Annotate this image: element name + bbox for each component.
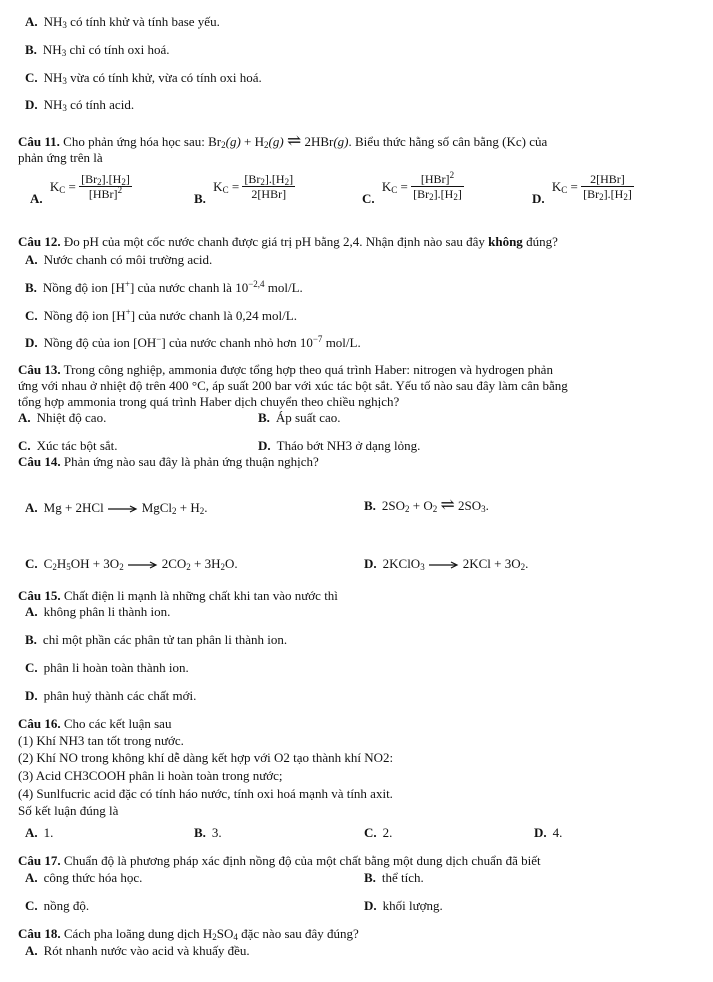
kc-fraction: $\frac{[Br_2].[H_2]}{[HBr]^2}$ [81, 172, 130, 201]
q15-option-a: A. không phân li thành ion. [25, 604, 171, 619]
q13-option-d: D. Tháo bớt NH3 ở dạng lỏng. [258, 438, 421, 453]
kc-symbol: $K_C$ = [49, 178, 76, 195]
kc-symbol: $K_C$ = [213, 178, 240, 195]
q14-stem: Câu 14. Phản ứng nào sau đây là phản ứng thuận nghịch? [18, 454, 319, 469]
q14-option-b: B. $2SO_2 + O_2$ ⇌ $2SO_3$. [364, 495, 489, 514]
q12-option-d: D. Nồng độ của ion [OH−] của nước chanh nhỏ hơn $10^{-7}$ mol/L. [25, 334, 361, 350]
kc-fraction: $\frac{\text{2[HBr]}}{[Br_2].[H_2]}$ [583, 172, 632, 202]
q16-statement-4: (4) Sunlfucric acid đặc có tính háo nước, tính oxi hoá mạnh và tính axit. [18, 786, 393, 801]
kc-symbol: $K_C$ = [551, 178, 578, 195]
q16-statement-3: (3) Acid CH3COOH phân li hoàn toàn trong nước; [18, 768, 283, 783]
q16-option-d: D. 4. [534, 825, 563, 840]
q12-option-b: B. Nồng độ ion [H+] của nước chanh là $10^{-2,4}$ mol/L. [25, 279, 303, 295]
q16-option-c: C. 2. [364, 825, 393, 840]
q16-statement-1: (1) Khí NH3 tan tốt trong nước. [18, 733, 184, 748]
q16-stem: Câu 16. Cho các kết luận sau [18, 716, 172, 731]
q17-option-d: D. khối lượng. [364, 898, 443, 913]
q16-statement-2: (2) Khí NO trong không khí dễ dàng kết hợp với O2 tạo thành khí NO2: [18, 750, 394, 765]
q15-option-b: B. chỉ một phần các phân tử tan phân li thành ion. [25, 632, 288, 647]
q10-option-b: B. $NH_3$ chỉ có tính oxi hoá. [25, 42, 170, 58]
q13-option-b: B. Áp suất cao. [258, 410, 341, 425]
q16-option-a: A. 1. [25, 825, 54, 840]
q12-stem: Câu 12. Đo pH của một cốc nước chanh được giá trị pH bằng 2,4. Nhận định nào sau đây không đúng? [18, 234, 558, 249]
q13-stem-line1: Câu 13. Trong công nghiệp, ammonia được tổng hợp theo quá trình Haber: nitrogen và hydrogen phản [18, 362, 553, 377]
q11-stem: Câu 11. Cho phản ứng hóa học sau: $Br_2(g) + H_2(g)$ ⇌ 2HBr(g). Biểu thức hằng số cân bằng (Kc) của [18, 131, 548, 150]
q14-option-c: C. $C_2H_5OH + 3O_2$ $2CO_2 + 3H_2O$. [25, 556, 238, 572]
q11-option-d: D. $K_C$ = $\frac{\text{2[HBr]}}{[Br_2].[H_2]}$ [532, 172, 632, 207]
q13-option-a: A. Nhiệt độ cao. [18, 410, 107, 425]
q11-option-b: B. $K_C$ = $\frac{[Br_2].[H_2]}{\text{2[HBr]}}$ [194, 172, 294, 207]
q17-option-b: B. thể tích. [364, 870, 424, 885]
q18-stem: Câu 18. Cách pha loãng dung dịch $H_2SO_4$ đặc nào sau đây đúng? [18, 926, 359, 942]
q11-option-a: A. $K_C$ = $\frac{[Br_2].[H_2]}{[HBr]^2}$ [30, 172, 130, 207]
q10-option-d: D. $NH_3$ có tính acid. [25, 97, 135, 113]
q17-option-a: A. công thức hóa học. [25, 870, 143, 885]
q11-stem-line2: phản ứng trên là [18, 150, 103, 165]
kc-fraction: $\frac{[HBr]^2}{[Br_2].[H_2]}$ [413, 170, 462, 202]
q14-option-a: A. Mg + 2HCl MgCl$_2$ + $H_2$. [25, 500, 208, 516]
q17-stem: Câu 17. Chuẩn độ là phương pháp xác định nồng độ của một chất bằng một dung dịch chuẩn đã biết [18, 853, 541, 868]
right-arrow-icon [429, 561, 459, 569]
kc-symbol: $K_C$ = [381, 178, 408, 195]
q14-option-d: D. 2KClO$_3$ $2KCl + 3O_2$. [364, 556, 529, 572]
q13-stem-line2: ứng với nhau ở nhiệt độ trên 400 °C, áp suất 200 bar với xúc tác bột sắt. Yếu tố nào sau đây làm cân bằng [18, 378, 568, 393]
q10-option-a: A. $NH_3$ có tính khử và tính base yếu. [25, 14, 220, 30]
q13-option-c: C. Xúc tác bột sắt. [18, 438, 118, 453]
q12-option-a: A. Nước chanh có môi trường acid. [25, 252, 213, 267]
kc-fraction: $\frac{[Br_2].[H_2]}{\text{2[HBr]}}$ [244, 172, 294, 201]
q17-option-c: C. nồng độ. [25, 898, 90, 913]
q16-option-b: B. 3. [194, 825, 222, 840]
right-arrow-icon [128, 561, 158, 569]
q10-option-c: C. $NH_3$ vừa có tính khử, vừa có tính oxi hoá. [25, 70, 262, 86]
right-arrow-icon [108, 505, 138, 513]
q13-stem-line3: tổng hợp ammonia trong quá trình Haber dịch chuyển theo chiều nghịch? [18, 394, 400, 409]
q15-option-d: D. phân huỷ thành các chất mới. [25, 688, 197, 703]
q12-option-c: C. Nồng độ ion [H+] của nước chanh là 0,24 mol/L. [25, 307, 297, 323]
q16-question: Số kết luận đúng là [18, 803, 119, 818]
q11-option-c: C. $K_C$ = $\frac{[HBr]^2}{[Br_2].[H_2]}$ [362, 170, 462, 207]
q18-option-a: A. Rót nhanh nước vào acid và khuấy đều. [25, 943, 250, 958]
q15-option-c: C. phân li hoàn toàn thành ion. [25, 660, 189, 675]
q15-stem: Câu 15. Chất điện li mạnh là những chất khi tan vào nước thì [18, 588, 338, 603]
